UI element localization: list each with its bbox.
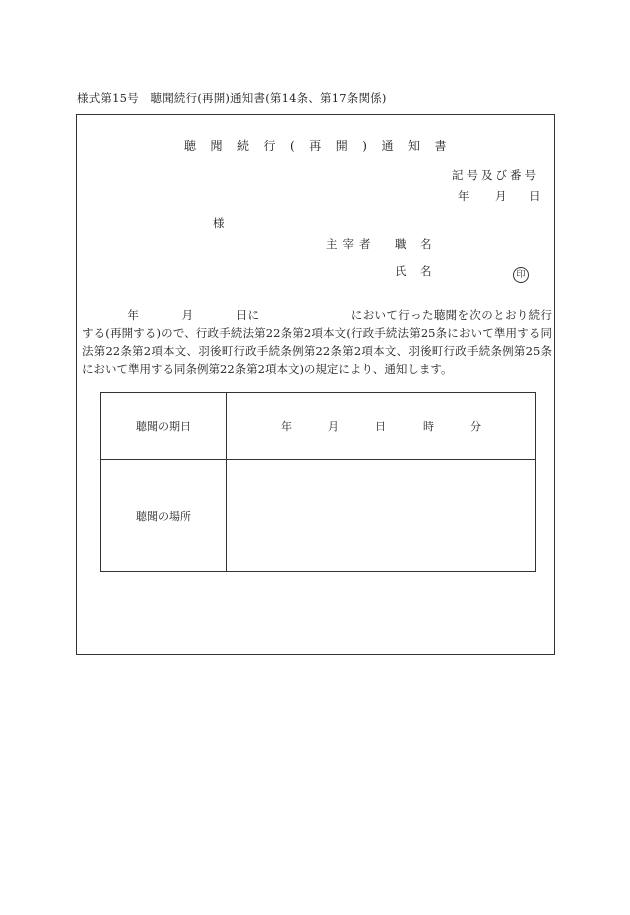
body-day: 日に (235, 308, 260, 322)
form-caption: 様式第15号 聴聞続行(再開)通知書(第14条、第17条関係) (77, 91, 387, 105)
table-row (101, 460, 536, 572)
title-char: 再 (309, 139, 322, 153)
date-year-unit: 年 (281, 420, 292, 433)
body-year: 年 (127, 308, 140, 322)
title-char: 開 (335, 139, 349, 153)
body-month: 月 (181, 308, 194, 322)
title-char: ) (362, 139, 368, 153)
date-month-unit: 月 (328, 420, 339, 433)
title-char: 聴 (183, 139, 197, 153)
title-char: 聞 (210, 139, 224, 153)
date-hour-unit: 時 (423, 420, 434, 433)
body-text: において行った聴聞を次のとおり続行する(再開する)ので、行政手続法第22条第2項本文(行政手続法第25条において準用する同法第22条第2項本文、羽後町行政手続条例第22条第2項本文、羽後町行政手続条例第25条において準用する同条例第22条第2項本文)の規定により、通知します。 (82, 308, 553, 376)
notice-frame (76, 114, 555, 655)
date-day-unit: 日 (375, 420, 386, 433)
issue-year-label: 年 (458, 189, 470, 203)
seal-icon: 印 (513, 267, 529, 283)
notice-title (77, 137, 554, 154)
hearing-place-value (227, 460, 536, 572)
notice-body (82, 306, 552, 378)
title-char: ( (290, 139, 296, 153)
host-position-suffix: 名 (420, 237, 432, 251)
host-position-label: 職 (395, 237, 407, 251)
title-char: 知 (407, 139, 421, 153)
host-role-label: 主宰者 (326, 237, 376, 251)
title-char: 続 (237, 139, 250, 153)
hearing-date-value (227, 393, 536, 460)
title-char: 書 (434, 139, 447, 153)
host-name-label: 氏 (395, 264, 407, 278)
hearing-date-label: 聴聞の期日 (101, 393, 227, 460)
addressee-suffix: 様 (213, 216, 225, 230)
hearing-place-label: 聴聞の場所 (101, 460, 227, 572)
title-char: 通 (381, 139, 394, 153)
table-row (101, 393, 536, 460)
issue-month-label: 月 (495, 189, 507, 203)
reference-number-label: 記号及び番号 (452, 168, 539, 182)
date-minute-unit: 分 (470, 420, 481, 433)
host-name-suffix: 名 (420, 264, 432, 278)
issue-day-label: 日 (529, 189, 541, 203)
seal-mark (513, 262, 529, 283)
title-char: 行 (263, 139, 277, 153)
hearing-info-table (100, 392, 536, 572)
